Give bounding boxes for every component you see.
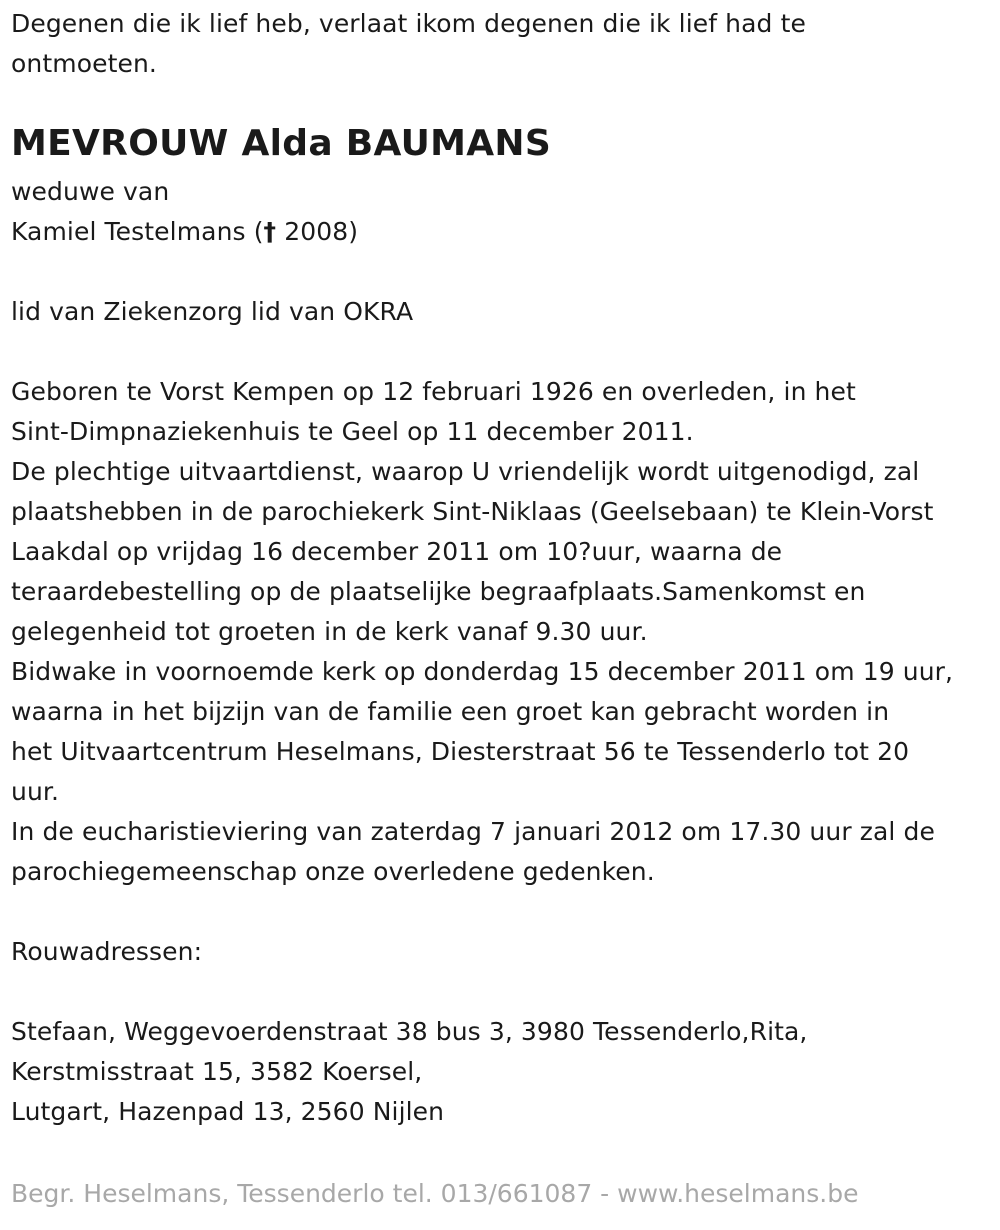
spacer: [11, 892, 991, 932]
body-line: waarna in het bijzijn van de familie een groet kan gebracht worden in: [11, 697, 890, 726]
spouse-name: Kamiel Testelmans (: [11, 217, 264, 246]
body-line: Sint-Dimpnaziekenhuis te Geel op 11 december 2011.: [11, 417, 694, 446]
cross-icon: †: [263, 217, 277, 246]
body-line: In de eucharistieviering van zaterdag 7 januari 2012 om 17.30 uur zal de: [11, 817, 935, 846]
body-line: plaatshebben in de parochiekerk Sint-Niklaas (Geelsebaan) te Klein-Vorst: [11, 497, 934, 526]
membership-text: lid van Ziekenzorg lid van OKRA: [11, 297, 414, 326]
body-line: Laakdal op vrijdag 16 december 2011 om 10?uur, waarna de: [11, 537, 783, 566]
body-line: Bidwake in voornoemde kerk op donderdag 15 december 2011 om 19 uur,: [11, 657, 954, 686]
spacer: [11, 252, 991, 292]
address-line: Kerstmisstraat 15, 3582 Koersel,: [11, 1057, 423, 1086]
obituary-notice: [11, 4, 991, 1132]
address-line: Stefaan, Weggevoerdenstraat 38 bus 3, 3980 Tessenderlo,Rita,: [11, 1017, 808, 1046]
intro-line-1: Degenen die ik lief heb, verlaat ikom degenen die ik lief had te: [11, 9, 806, 38]
body-line: gelegenheid tot groeten in de kerk vanaf 9.30 uur.: [11, 617, 648, 646]
relation-text: weduwe van: [11, 177, 170, 206]
deceased-name: MEVROUW Alda BAUMANS: [11, 123, 552, 164]
body-line: De plechtige uitvaartdienst, waarop U vriendelijk wordt uitgenodigd, zal: [11, 457, 920, 486]
intro-line-2: ontmoeten.: [11, 49, 157, 78]
body-line: uur.: [11, 777, 60, 806]
spouse-death-year: 2008): [276, 217, 359, 246]
spacer: [11, 972, 991, 1012]
address-line: Lutgart, Hazenpad 13, 2560 Nijlen: [11, 1097, 445, 1126]
body-line: het Uitvaartcentrum Heselmans, Diesterstraat 56 te Tessenderlo tot 20: [11, 737, 910, 766]
spacer: [11, 332, 991, 372]
body-line: Geboren te Vorst Kempen op 12 februari 1926 en overleden, in het: [11, 377, 856, 406]
funeral-home-footer: Begr. Heselmans, Tessenderlo tel. 013/661087 - www.heselmans.be: [11, 1179, 859, 1208]
spouse-line: [11, 212, 991, 252]
addresses-heading: Rouwadressen:: [11, 937, 203, 966]
body-line: parochiegemeenschap onze overledene gedenken.: [11, 857, 655, 886]
body-line: teraardebestelling op de plaatselijke begraafplaats.Samenkomst en: [11, 577, 866, 606]
